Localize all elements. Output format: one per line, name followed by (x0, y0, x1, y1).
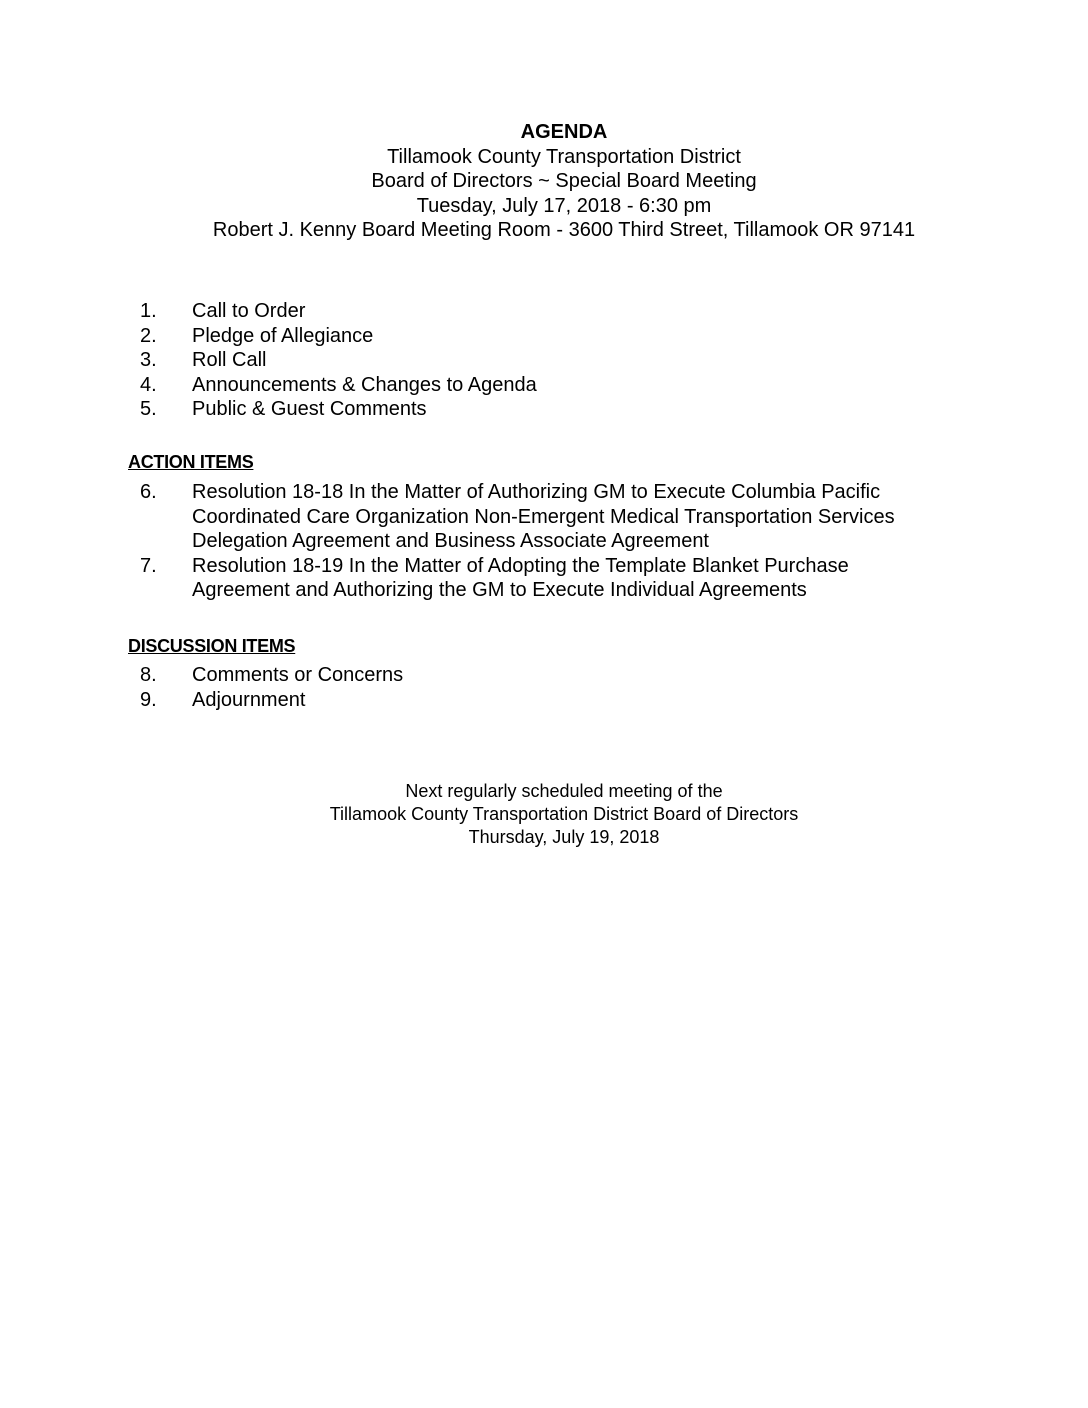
item-number: 6. (140, 481, 157, 503)
item-text: Adjournment (192, 688, 306, 711)
item-number: 3. (140, 349, 157, 371)
item-text-line: Resolution 18-18 In the Matter of Authorizing GM to Execute Columbia Pacific (192, 481, 881, 503)
item-number: 8. (140, 664, 157, 686)
item-text: Comments or Concerns (192, 664, 404, 686)
list-item (0, 373, 1088, 398)
item-text-line: Resolution 18-19 In the Matter of Adopting the Template Blanket Purchase (192, 554, 849, 577)
item-text-line: Coordinated Care Organization Non-Emergent Medical Transportation Services (192, 505, 895, 528)
opening-items-list (0, 299, 1088, 422)
item-number: 9. (140, 688, 157, 711)
action-items-list (0, 480, 1088, 603)
item-text: Pledge of Allegiance (192, 324, 374, 347)
item-text: Announcements & Changes to Agenda (192, 373, 537, 396)
item-text: Public & Guest Comments (192, 398, 427, 420)
agenda-header (0, 120, 1088, 243)
meeting-type: Board of Directors ~ Special Board Meeting (371, 170, 757, 192)
item-text (192, 554, 992, 603)
meeting-location: Robert J. Kenny Board Meeting Room - 3600 Third Street, Tillamook OR 97141 (212, 219, 916, 241)
next-meeting-line: Next regularly scheduled meeting of the (405, 781, 723, 801)
action-items-heading: ACTION ITEMS (128, 452, 254, 472)
item-text: Call to Order (192, 300, 306, 322)
next-meeting-note (0, 780, 1088, 849)
list-item (0, 348, 1088, 373)
list-item (0, 397, 1088, 422)
next-meeting-board: Tillamook County Transportation District Board of Directors (329, 804, 799, 824)
agenda-title: AGENDA (520, 121, 608, 143)
item-number: 5. (140, 398, 157, 420)
item-number: 7. (140, 554, 157, 577)
next-meeting-date: Thursday, July 19, 2018 (468, 827, 660, 847)
item-text-line: Delegation Agreement and Business Associate Agreement (192, 530, 709, 552)
item-text: Roll Call (192, 349, 267, 371)
item-number: 4. (140, 373, 157, 396)
organization-name: Tillamook County Transportation District (387, 145, 741, 168)
list-item (0, 324, 1088, 349)
item-number: 2. (140, 324, 157, 347)
list-item (0, 299, 1088, 324)
item-text-line: Agreement and Authorizing the GM to Execute Individual Agreements (192, 579, 807, 601)
list-item (0, 688, 1088, 713)
item-number: 1. (140, 300, 157, 322)
discussion-items-heading: DISCUSSION ITEMS (128, 636, 296, 656)
list-item (0, 554, 1088, 603)
meeting-datetime: Tuesday, July 17, 2018 - 6:30 pm (416, 194, 712, 217)
item-text (192, 480, 992, 554)
list-item (0, 480, 1088, 554)
discussion-items-list (0, 663, 1088, 712)
list-item (0, 663, 1088, 688)
